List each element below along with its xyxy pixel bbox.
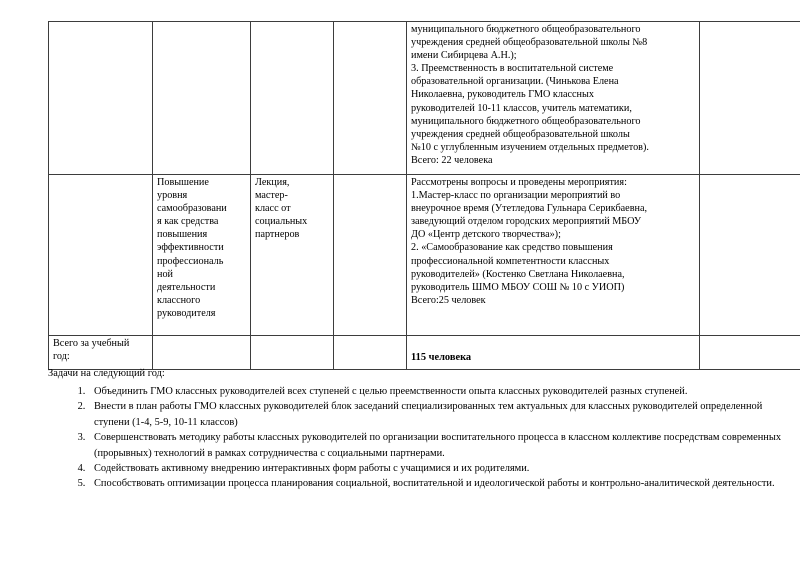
content-line: Всего:25 человек [411,294,486,306]
cell-form [251,336,334,370]
form-line: класс от [255,203,291,215]
content-line: профессиональной компетентности классных [411,255,610,267]
content-line: заведующий отделом городских мероприятий МБОУ [411,216,642,228]
content-line: муниципального бюджетного общеобразовательного [411,24,641,35]
cell-content [407,175,700,336]
list-item: 5. Способствовать оптимизации процесса планирования социальной, воспитательной и идеологической работы и контрольно-аналитической деятельности. [88,476,800,491]
content-line: руководителей 10-11 классов, учитель математики, [411,102,632,114]
cell-topic [153,22,251,175]
cell-notes [700,22,800,175]
topic-line: самообразовани [157,203,227,215]
cell-total-value [407,336,700,370]
report-table-wrapper [48,21,774,370]
cell-total-label [49,336,153,370]
topic-line: Повышение [157,177,209,188]
cell-content [407,22,700,175]
content-line: №10 с углубленным изучением отдельных предметов). [411,141,649,153]
tasks-list [48,384,800,492]
cell-notes [700,336,800,370]
content-line: учреждения средней общеобразовательной школы [411,128,630,140]
list-item: 2. Внести в план работы ГМО классных руководителей блок заседаний специализированных тем актуальных для классных руководителей определенной ступени (1-4, 5-9, 10-11 классов) [88,399,800,430]
content-line: имени Сибирцева А.Н.); [411,50,517,62]
form-line: социальных [255,216,308,228]
form-line: партнеров [255,229,300,241]
tasks-heading: Задачи на следующий год: [48,368,165,379]
content-line: Николаевна, руководитель ГМО классных [411,89,594,101]
content-line: Рассмотрены вопросы и проведены мероприятия: [411,177,627,188]
topic-line: уровня [157,190,188,202]
report-table [48,21,800,370]
content-line: образовательной организации. (Чинькова Елена [411,76,619,88]
content-line: внеурочное время (Утетледова Гульнара Серикбаевна, [411,203,648,215]
cell-participants [334,22,407,175]
cell-notes [700,175,800,336]
content-line: 2. «Самообразование как средство повышения [411,242,613,254]
content-line: Всего: 22 человека [411,154,493,166]
content-line: руководитель ШМО МБОУ СОШ № 10 с УИОП) [411,281,625,293]
content-line: 1.Мастер-класс по организации мероприятий во [411,190,621,202]
cell-topic [153,336,251,370]
total-label-line: Всего за учебный [53,338,130,349]
topic-line: ной [157,268,173,280]
list-item: 3. Совершенствовать методику работы классных руководителей по организации воспитательного процесса в классном коллективе посредствам современных (прорывных) технологий в рамках сотрудничества с социальными партнерами. [88,430,800,461]
topic-line: повышения [157,229,208,241]
table-row-total [49,336,800,370]
cell-topic [153,175,251,336]
cell-form [251,22,334,175]
cell-period [49,22,153,175]
content-line: руководителей» (Костенко Светлана Николаевна, [411,268,625,280]
topic-line: руководителя [157,307,216,319]
content-line: учреждения средней общеобразовательной школы №8 [411,37,648,49]
content-line: ДО «Центр детского творчества»); [411,229,561,241]
list-item: 4. Содействовать активному внедрению интерактивных форм работы с учащимися и их родителями. [88,461,800,476]
total-people-count: 115 человека [411,352,472,363]
content-line: муниципального бюджетного общеобразовательного [411,115,641,127]
cell-period [49,175,153,336]
form-line: Лекция, [255,177,290,188]
cell-form [251,175,334,336]
form-line: мастер- [255,190,288,202]
total-label-line: год: [53,351,70,363]
topic-line: эффективности [157,242,224,254]
topic-line: я как средства [157,216,219,228]
list-item: 1. Объединить ГМО классных руководителей всех ступеней с целью преемственности опыта классных руководителей разных ступеней. [88,384,800,399]
topic-line: классного [157,294,201,306]
table-row [49,175,800,336]
content-line: 3. Преемственность в воспитательной системе [411,63,614,75]
cell-participants [334,175,407,336]
topic-line: профессиональ [157,255,224,267]
topic-line: деятельности [157,281,216,293]
cell-participants [334,336,407,370]
table-row [49,22,800,175]
